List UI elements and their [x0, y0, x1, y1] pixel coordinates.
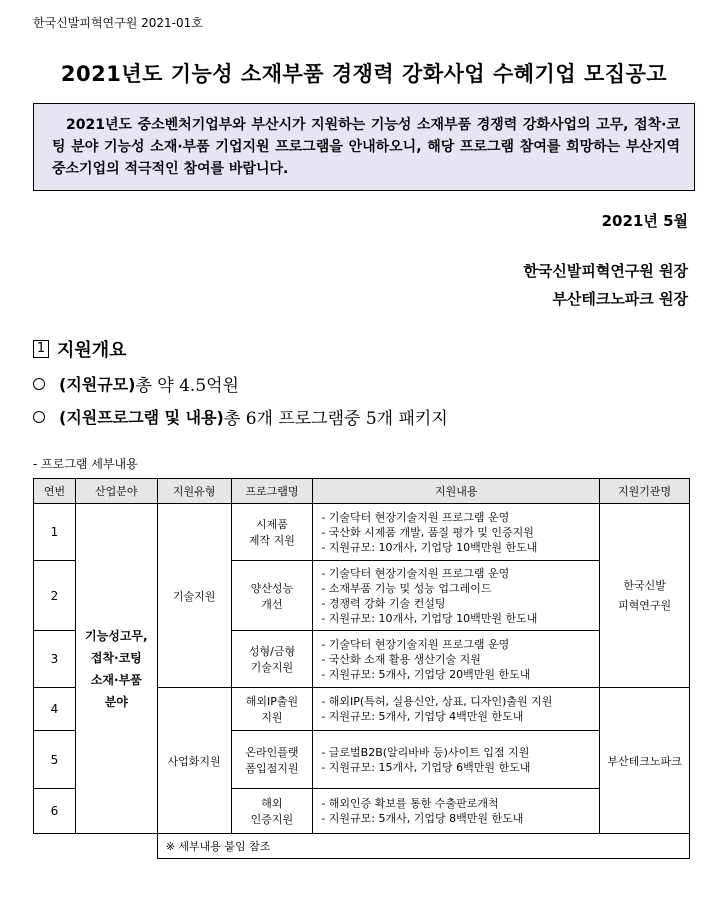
program-line: 개선: [261, 597, 283, 611]
issuer-1: 한국신발피혁연구원 원장: [523, 262, 688, 280]
program-cell: [231, 789, 313, 834]
bullet-support-program: [33, 404, 448, 429]
section-heading: [33, 336, 127, 362]
section-title: 지원개요: [57, 340, 127, 361]
program-line: 지원: [261, 711, 283, 724]
page-title: 2021년도 기능성 소재부품 경쟁력 강화사업 수혜기업 모집공고: [60, 62, 668, 86]
bullet-text: 총 약 4.5억원: [135, 376, 239, 396]
program-line: 해외IP출원: [245, 695, 299, 708]
content-cell: [313, 688, 600, 731]
program-line: 폼입점지원: [245, 761, 299, 775]
program-table: [33, 478, 690, 859]
program-line: 제작 지원: [248, 534, 295, 547]
industry-line: 소재·부품: [90, 672, 142, 687]
program-cell: [231, 561, 313, 631]
content-line: - 국산화 소재 활용 생산기술 지원: [321, 652, 481, 666]
row-number: 5: [34, 731, 76, 789]
industry-line: 접착·코팅: [90, 650, 142, 665]
content-line: - 글로벌B2B(알리바바 등)사이트 입점 지원: [321, 745, 530, 759]
header-agency: 지원기관명: [600, 479, 690, 504]
program-cell: [231, 631, 313, 688]
content-line: - 국산화 시제품 개발, 품질 평가 및 인증지원: [321, 525, 534, 539]
intro-box: [33, 103, 695, 191]
header-no: 연번: [34, 479, 76, 504]
content-line: - 지원규모: 15개사, 기업당 6백만원 한도내: [321, 760, 531, 774]
program-line: 양산성능: [250, 581, 294, 595]
row-number: 3: [34, 631, 76, 688]
industry-line: 분야: [104, 694, 128, 709]
program-cell: [231, 504, 313, 561]
row-number: 4: [34, 688, 76, 731]
support-type-cell: 기술지원: [157, 504, 231, 688]
document-number: 한국신발피혁연구원 2021-01호: [33, 16, 203, 30]
content-cell: [313, 561, 600, 631]
agency-line: 피혁연구원: [618, 598, 672, 612]
bullet-label: (지원프로그램 및 내용): [59, 408, 224, 427]
industry-line: 기능성고무,: [85, 628, 148, 643]
content-line: - 기술닥터 현장기술지원 프로그램 운영: [321, 637, 510, 651]
bullet-support-scale: [33, 371, 239, 396]
bullet-text: 총 6개 프로그램중 5개 패키지: [223, 409, 448, 429]
empty-cell: [34, 834, 76, 859]
table-header-row: [34, 479, 690, 504]
content-line: - 해외IP(특허, 실용신안, 상표, 디자인)출원 지원: [321, 695, 553, 708]
program-cell: [231, 688, 313, 731]
intro-text: 2021년도 중소벤처기업부와 부산시가 지원하는 기능성 소재부품 경쟁력 강화사업의 고무, 접착·코팅 분야 기능성 소재·부품 기업지원 프로그램을 안내하오니, 해당 프로그램 참여를 희망하는 부산지역 중소기업의 적극적인 참여를 바랍니다.: [52, 117, 680, 177]
program-cell: [231, 731, 313, 789]
issuer-2: 부산테크노파크 원장: [552, 290, 688, 308]
agency-cell: 부산테크노파크: [600, 688, 690, 834]
content-cell: [313, 504, 600, 561]
bullet-circle-icon: [33, 411, 45, 423]
content-line: - 지원규모: 10개사, 기업당 10백만원 한도내: [321, 540, 538, 554]
bullet-circle-icon: [33, 378, 45, 390]
content-line: - 해외인증 확보를 통한 수출판로개척: [321, 797, 499, 810]
program-line: 해외: [261, 797, 283, 810]
content-line: - 지원규모: 10개사, 기업당 10백만원 한도내: [321, 611, 538, 625]
program-line: 온라인플랫: [245, 745, 299, 759]
empty-cell: [75, 834, 157, 859]
announcement-date: 2021년 5월: [601, 212, 688, 230]
header-support-type: 지원유형: [157, 479, 231, 504]
program-line: 인증지원: [250, 813, 294, 826]
header-program: 프로그램명: [231, 479, 313, 504]
header-content: 지원내용: [313, 479, 600, 504]
agency-line: 한국신발: [623, 578, 666, 592]
content-line: - 기술닥터 현장기술지원 프로그램 운영: [321, 566, 510, 580]
content-line: - 경쟁력 강화 기술 컨설팅: [321, 596, 446, 610]
content-line: - 소재부품 기능 및 성능 업그레이드: [321, 581, 492, 595]
agency-cell: [600, 504, 690, 688]
content-line: - 지원규모: 5개사, 기업당 8백만원 한도내: [321, 812, 524, 825]
table-note: ※ 세부내용 붙임 참조: [157, 834, 689, 859]
header-industry: 산업분야: [75, 479, 157, 504]
support-type-cell: 사업화지원: [157, 688, 231, 834]
row-number: 6: [34, 789, 76, 834]
content-line: - 지원규모: 5개사, 기업당 20백만원 한도내: [321, 667, 531, 681]
industry-cell: [75, 504, 157, 834]
program-line: 성형/금형: [248, 645, 296, 658]
row-number: 1: [34, 504, 76, 561]
content-cell: [313, 789, 600, 834]
content-line: - 지원규모: 5개사, 기업당 4백만원 한도내: [321, 710, 524, 723]
row-number: 2: [34, 561, 76, 631]
bullet-label: (지원규모): [59, 375, 136, 394]
content-cell: [313, 631, 600, 688]
table-row: [34, 504, 690, 561]
content-line: - 기술닥터 현장기술지원 프로그램 운영: [321, 510, 510, 524]
section-number-box: 1: [33, 340, 49, 358]
program-line: 기술지원: [250, 661, 294, 674]
table-title: - 프로그램 세부내용: [33, 457, 138, 471]
content-cell: [313, 731, 600, 789]
program-line: 시제품: [255, 518, 288, 531]
table-note-row: [34, 834, 690, 859]
